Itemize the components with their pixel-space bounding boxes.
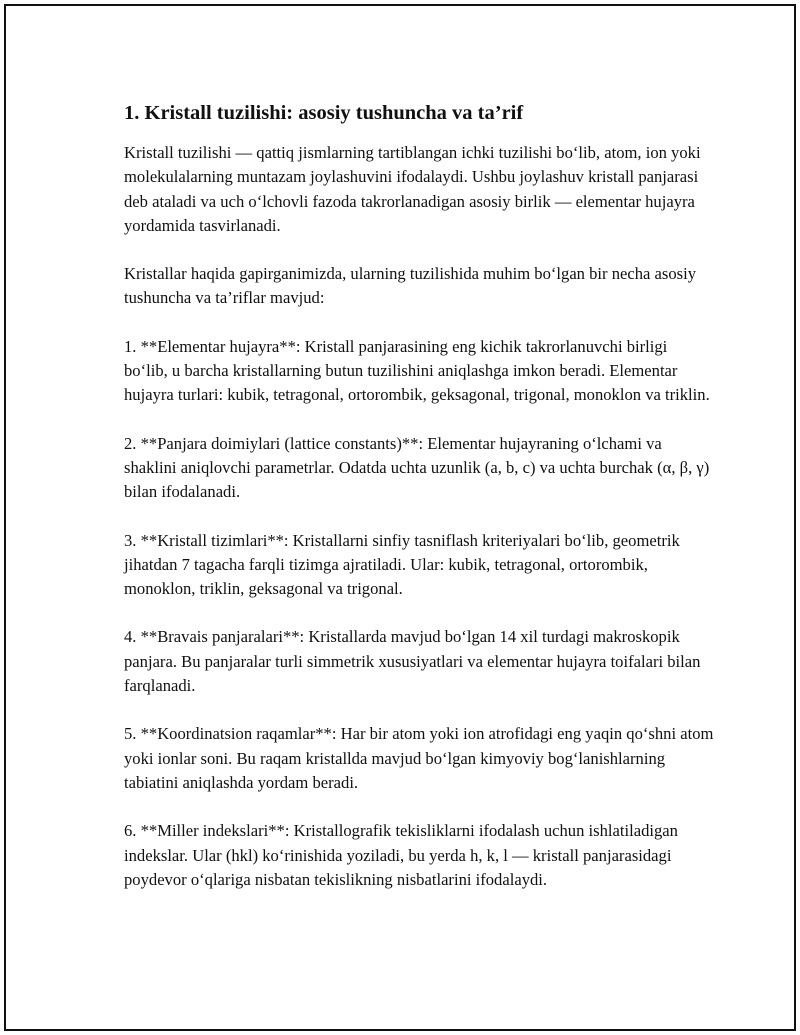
lead-in-paragraph: Kristallar haqida gapirganimizda, ularning tuzilishida muhim bo‘lgan bir necha asosiy tushuncha va ta’riflar mavjud: bbox=[124, 264, 697, 308]
document-body bbox=[124, 99, 714, 916]
intro-paragraph: Kristall tuzilishi — qattiq jismlarning tartiblangan ichki tuzilishi bo‘lib, atom, ion yoki molekulalarning muntazam joylashuvini ifodalaydi. Ushbu joylashuv kristall panjarasi deb ataladi va uch o‘lchovli fazoda takrorlanadigan asosiy birlik — elementar hujayra yordamida tasvirlanadi. bbox=[124, 143, 701, 235]
list-item-panjara-doimiylari: 2. **Panjara doimiylari (lattice constants)**: Elementar hujayraning o‘lchami va shaklini aniqlovchi parametrlar. Odatda uchta uzunlik (a, b, c) va uchta burchak (α, β, γ) bilan ifodalanadi. bbox=[124, 433, 710, 502]
list-item-kristall-tizimlari: 3. **Kristall tizimlari**: Kristallarni sinfiy tasniflash kriteriyalari bo‘lib, geometrik jihatdan 7 tagacha farqli tizimga ajratiladi. Ular: kubik, tetragonal, ortorombik, monoklon, triklin, geksagonal va trigonal. bbox=[124, 530, 680, 599]
page-frame bbox=[4, 4, 796, 1031]
list-item-miller-indekslari: 6. **Miller indekslari**: Kristallografik tekisliklarni ifodalash uchun ishlatiladigan indekslar. Ular (hkl) ko‘rinishida yoziladi, bu yerda h, k, l — kristall panjarasidagi poydevor o‘qlariga nisbatan tekislikning nisbatlarini ifodalaydi. bbox=[124, 821, 678, 889]
list-item-elementar-hujayra: 1. **Elementar hujayra**: Kristall panjarasining eng kichik takrorlanuvchi birligi bo‘lib, u barcha kristallarning butun tuzilishini aniqlashga imkon beradi. Elementar hujayra turlari: kubik, tetragonal, ortorombik, geksagonal, trigonal, monoklon va triklin. bbox=[124, 336, 710, 405]
list-item-koordinatsion-raqamlar: 5. **Koordinatsion raqamlar**: Har bir atom yoki ion atrofidagi eng yaqin qo‘shni atom yoki ionlar soni. Bu raqam kristallda mavjud bo‘lgan kimyoviy bog‘lanishlarning tabiatini aniqlashda yordam beradi. bbox=[124, 724, 714, 792]
list-item-bravais-panjaralari: 4. **Bravais panjaralari**: Kristallarda mavjud bo‘lgan 14 xil turdagi makroskopik panjara. Bu panjaralar turli simmetrik xususiyatlari va elementar hujayra toifalari bilan farqlanadi. bbox=[124, 627, 701, 696]
document-title: 1. Kristall tuzilishi: asosiy tushuncha va ta’rif bbox=[124, 102, 524, 124]
